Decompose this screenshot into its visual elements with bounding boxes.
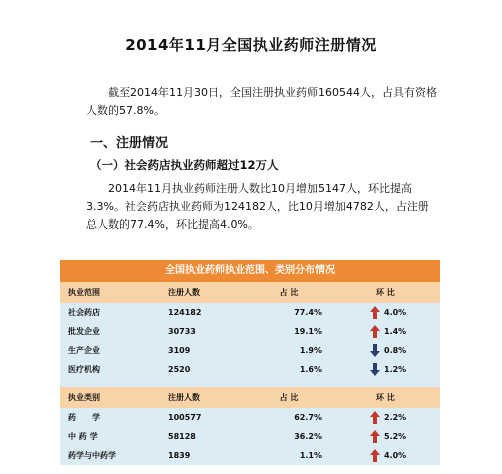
intro-paragraph	[86, 84, 438, 120]
share-cell: 1.1%	[299, 451, 322, 460]
table-row	[60, 360, 440, 379]
share-cell: 1.6%	[299, 365, 322, 374]
table-row	[60, 446, 440, 465]
subsection-heading: （一）社会药店执业药师超过12万人	[90, 158, 279, 172]
table-row	[60, 341, 440, 360]
change-value: 0.8%	[384, 346, 407, 355]
table-title: 全国执业药师执业范围、类别分布情况	[60, 260, 440, 282]
header-cell: 注册人数	[168, 288, 200, 297]
change-cell	[332, 411, 440, 424]
header-cell: 环 比	[376, 288, 395, 297]
share-cell: 36.2%	[294, 432, 322, 441]
row-name-cell: 中 药 学	[68, 432, 98, 441]
count-cell: 3109	[168, 346, 191, 355]
change-cell	[332, 430, 440, 443]
header-cell: 执业范围	[68, 288, 100, 297]
change-value: 4.0%	[384, 308, 407, 317]
arrow-up-icon	[370, 449, 380, 462]
row-name-cell: 社会药店	[68, 308, 100, 317]
scope-rows	[60, 303, 440, 379]
change-value: 4.0%	[384, 451, 407, 460]
count-cell: 30733	[168, 327, 196, 336]
share-cell: 62.7%	[294, 413, 322, 422]
category-rows	[60, 408, 440, 465]
category-header-row	[60, 387, 440, 408]
header-cell: 环 比	[376, 393, 395, 402]
arrow-down-icon	[370, 344, 380, 357]
arrow-up-icon	[370, 325, 380, 338]
change-cell	[332, 325, 440, 338]
arrow-up-icon	[370, 430, 380, 443]
scope-header-row	[60, 282, 440, 303]
table-row	[60, 322, 440, 341]
body-text: 2014年11月执业药师注册人数比10月增加5147人，环比提高3.3%。社会药店执业药师为124182人，比10月增加4782人，占注册总人数的77.4%，环比提高4.0%。	[86, 182, 429, 231]
count-cell: 100577	[168, 413, 202, 422]
row-name-cell: 批发企业	[68, 327, 100, 336]
change-cell	[332, 306, 440, 319]
count-cell: 58128	[168, 432, 196, 441]
count-cell: 1839	[168, 451, 191, 460]
intro-text: 截至2014年11月30日，全国注册执业药师160544人，占具有资格人数的57.8%。	[86, 86, 437, 117]
table-divider	[60, 379, 440, 387]
row-name-cell: 生产企业	[68, 346, 100, 355]
row-name-cell: 医疗机构	[68, 365, 100, 374]
arrow-down-icon	[370, 363, 380, 376]
header-cell: 占 比	[279, 288, 299, 297]
header-cell: 注册人数	[168, 393, 200, 402]
arrow-up-icon	[370, 306, 380, 319]
body-paragraph	[86, 180, 438, 234]
row-name-cell: 药 学	[68, 413, 100, 422]
table-row	[60, 303, 440, 322]
table-row	[60, 427, 440, 446]
change-cell	[332, 449, 440, 462]
table-row	[60, 408, 440, 427]
share-cell: 1.9%	[299, 346, 322, 355]
change-cell	[332, 344, 440, 357]
document-title: 2014年11月全国执业药师注册情况	[125, 36, 377, 54]
distribution-table	[60, 260, 440, 465]
change-value: 2.2%	[384, 413, 407, 422]
change-value: 5.2%	[384, 432, 407, 441]
row-name-cell: 药学与中药学	[68, 451, 116, 460]
share-cell: 19.1%	[294, 327, 322, 336]
change-cell	[332, 363, 440, 376]
count-cell: 124182	[168, 308, 202, 317]
header-cell: 占 比	[279, 393, 299, 402]
arrow-up-icon	[370, 411, 380, 424]
section-heading: 一、注册情况	[90, 136, 169, 151]
change-value: 1.4%	[384, 327, 407, 336]
header-cell: 执业类别	[68, 393, 100, 402]
share-cell: 77.4%	[294, 308, 322, 317]
change-value: 1.2%	[384, 365, 407, 374]
count-cell: 2520	[168, 365, 191, 374]
